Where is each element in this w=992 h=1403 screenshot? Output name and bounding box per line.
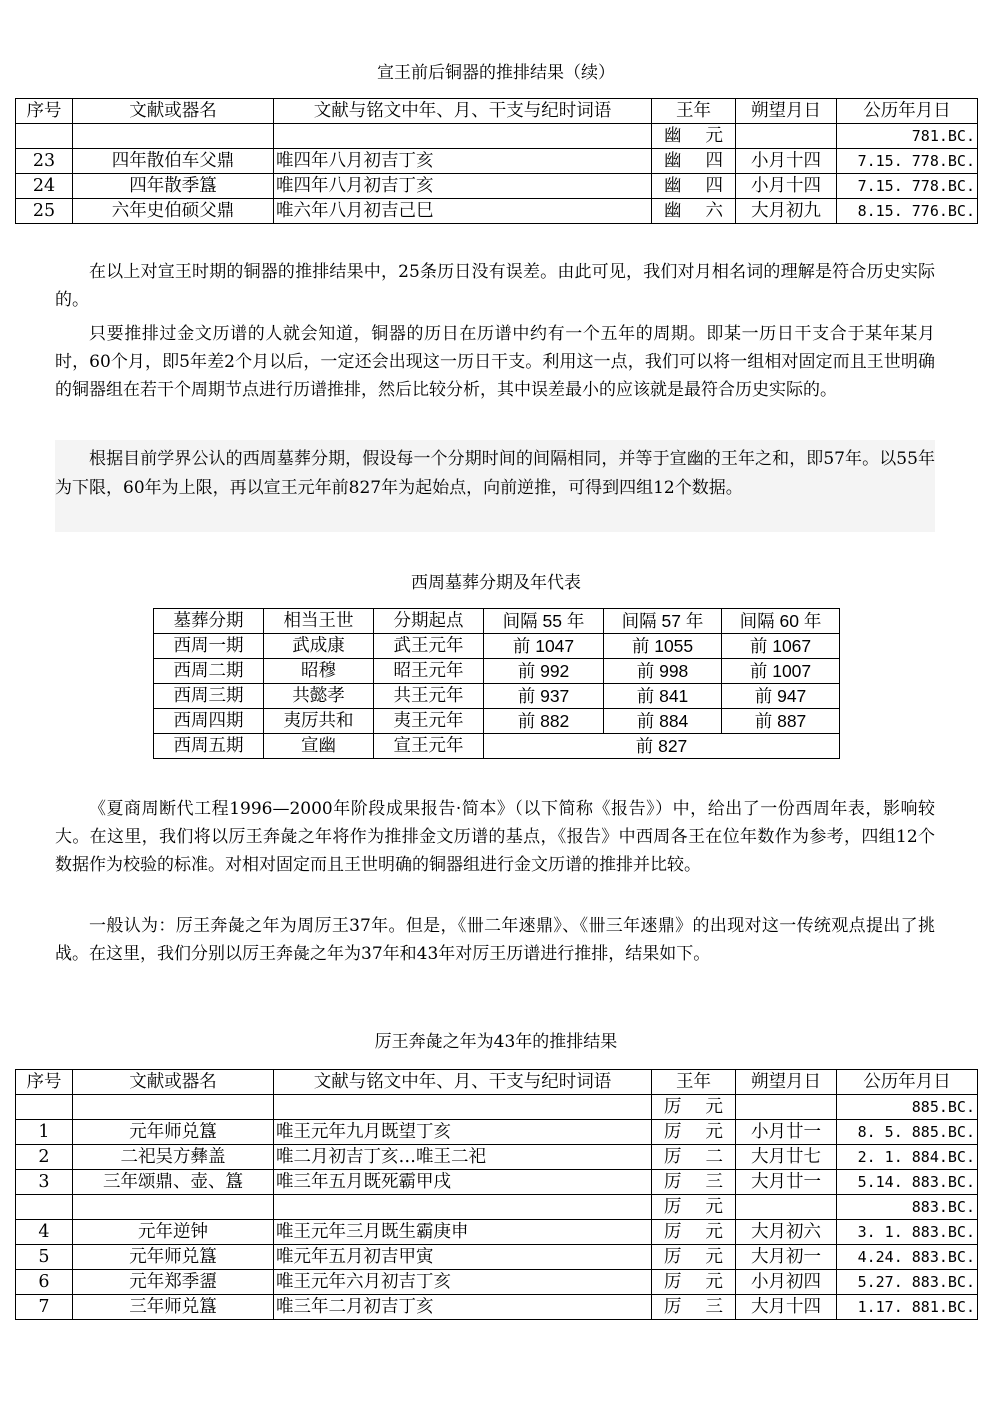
cell-vessel: 元年逆钟	[73, 1220, 274, 1245]
table-row	[16, 124, 978, 149]
cell-king-year: 厉 三	[652, 1295, 736, 1320]
header-index: 序号	[16, 1070, 73, 1095]
cell-start: 昭王元年	[374, 659, 484, 684]
cell-inscription: 唯四年八月初吉丁亥	[274, 149, 652, 174]
table-row	[154, 709, 840, 734]
cell-interval-57: 前 998	[604, 659, 722, 684]
cell-interval-57: 前 1055	[604, 634, 722, 659]
header-date: 公历年月日	[837, 1070, 978, 1095]
cell-king-year: 厉 元	[652, 1220, 736, 1245]
cell-vessel: 元年郑季盨	[73, 1270, 274, 1295]
cell-index: 25	[16, 199, 73, 224]
table-row	[16, 1095, 978, 1120]
cell-index	[16, 1095, 73, 1120]
cell-period: 西周三期	[154, 684, 264, 709]
table-row	[16, 1245, 978, 1270]
cell-index	[16, 1195, 73, 1220]
cell-vessel: 四年散季簋	[73, 174, 274, 199]
cell-vessel: 四年散伯车父鼎	[73, 149, 274, 174]
cell-king-year: 厉 元	[652, 1195, 736, 1220]
paragraph-5: 一般认为：厉王奔彘之年为周厉王37年。但是，《卌二年逨鼎》、《卌三年逨鼎》的出现对这一传统观点提出了挑战。在这里，我们分别以厉王奔彘之年为37年和43年对厉王历谱进行推排，结果如下。	[55, 916, 935, 964]
table-row	[16, 199, 978, 224]
cell-date: 4.24. 883.BC.	[837, 1245, 978, 1270]
cell-index: 24	[16, 174, 73, 199]
cell-vessel: 三年颂鼎、壶、簋	[73, 1170, 274, 1195]
table3-title: 厉王奔彘之年为43年的推排结果	[374, 1032, 618, 1052]
cell-inscription: 唯三年二月初吉丁亥	[274, 1295, 652, 1320]
cell-lunar-day: 小月十四	[736, 174, 837, 199]
cell-interval-60: 前 947	[722, 684, 840, 709]
cell-interval-57: 前 841	[604, 684, 722, 709]
cell-inscription: 唯六年八月初吉己巳	[274, 199, 652, 224]
table-row	[16, 1270, 978, 1295]
cell-inscription: 唯四年八月初吉丁亥	[274, 174, 652, 199]
cell-vessel: 元年师兑簋	[73, 1245, 274, 1270]
cell-king-year: 幽 六	[652, 199, 736, 224]
cell-inscription	[274, 124, 652, 149]
cell-lunar-day: 大月十四	[736, 1295, 837, 1320]
paragraph-2: 只要推排过金文历谱的人就会知道，铜器的历日在历谱中约有一个五年的周期。即某一历日干支合于某年某月时，60个月，即5年差2个月以后，一定还会出现这一历日干支。利用这一点，我们可以将一组相对固定而且王世明确的铜器组在若干个周期节点进行历谱推排，然后比较分析，其中误差最小的应该就是最符合历史实际的。	[55, 324, 935, 400]
cell-king-year: 幽 四	[652, 149, 736, 174]
cell-lunar-day: 小月廿一	[736, 1120, 837, 1145]
cell-period: 西周五期	[154, 734, 264, 759]
cell-reign: 宣幽	[264, 734, 374, 759]
cell-vessel	[73, 124, 274, 149]
cell-interval-55: 前 882	[484, 709, 604, 734]
cell-vessel	[73, 1195, 274, 1220]
table-row	[16, 1295, 978, 1320]
cell-index: 4	[16, 1220, 73, 1245]
cell-interval-60: 前 1007	[722, 659, 840, 684]
cell-interval-60: 前 887	[722, 709, 840, 734]
header-vessel: 文献或器名	[73, 1070, 274, 1095]
table-row	[154, 659, 840, 684]
cell-king-year: 厉 元	[652, 1095, 736, 1120]
cell-inscription: 唯元年五月初吉甲寅	[274, 1245, 652, 1270]
cell-lunar-day: 大月初九	[736, 199, 837, 224]
cell-interval-55: 前 937	[484, 684, 604, 709]
header-inscription: 文献与铭文中年、月、干支与纪时词语	[274, 99, 652, 124]
cell-reign: 武成康	[264, 634, 374, 659]
cell-king-year: 幽 元	[652, 124, 736, 149]
cell-interval-57: 前 884	[604, 709, 722, 734]
cell-date: 2. 1. 884.BC.	[837, 1145, 978, 1170]
paragraph-3: 根据目前学界公认的西周墓葬分期，假设每一个分期时间的间隔相同，并等于宣幽的王年之和，即57年。以55年为下限，60年为上限，再以宣王元年前827年为起始点，向前逆推，可得到四组12个数据。	[55, 449, 935, 498]
cell-reign: 昭穆	[264, 659, 374, 684]
table2-title: 西周墓葬分期及年代表	[411, 573, 581, 593]
header-interval-57: 间隔 57 年	[604, 609, 722, 634]
cell-start: 共王元年	[374, 684, 484, 709]
cell-vessel: 元年师兑簋	[73, 1120, 274, 1145]
cell-king-year: 幽 四	[652, 174, 736, 199]
cell-start: 宣王元年	[374, 734, 484, 759]
table1-header-row	[16, 99, 978, 124]
cell-lunar-day: 大月初六	[736, 1220, 837, 1245]
cell-lunar-day: 大月廿七	[736, 1145, 837, 1170]
cell-index	[16, 124, 73, 149]
cell-index: 1	[16, 1120, 73, 1145]
table-row	[16, 1145, 978, 1170]
header-index: 序号	[16, 99, 73, 124]
cell-inscription: 唯二月初吉丁亥…唯王二祀	[274, 1145, 652, 1170]
table-row	[16, 149, 978, 174]
cell-index: 7	[16, 1295, 73, 1320]
cell-date: 3. 1. 883.BC.	[837, 1220, 978, 1245]
cell-inscription	[274, 1095, 652, 1120]
paragraph-1: 在以上对宣王时期的铜器的推排结果中，25条历日没有误差。由此可见，我们对月相名词的理解是符合历史实际的。	[55, 262, 935, 310]
header-reign: 相当王世	[264, 609, 374, 634]
cell-date: 8. 5. 885.BC.	[837, 1120, 978, 1145]
cell-king-year: 厉 元	[652, 1270, 736, 1295]
cell-period: 西周一期	[154, 634, 264, 659]
cell-index: 6	[16, 1270, 73, 1295]
cell-period: 西周二期	[154, 659, 264, 684]
cell-lunar-day	[736, 1195, 837, 1220]
cell-vessel: 三年师兑簋	[73, 1295, 274, 1320]
cell-vessel: 二祀吴方彝盖	[73, 1145, 274, 1170]
header-king-year: 王年	[652, 1070, 736, 1095]
cell-lunar-day	[736, 1095, 837, 1120]
cell-lunar-day: 大月廿一	[736, 1170, 837, 1195]
cell-start: 夷王元年	[374, 709, 484, 734]
table-row	[16, 1120, 978, 1145]
cell-king-year: 厉 二	[652, 1145, 736, 1170]
cell-vessel: 六年史伯硕父鼎	[73, 199, 274, 224]
cell-lunar-day	[736, 124, 837, 149]
header-inscription: 文献与铭文中年、月、干支与纪时词语	[274, 1070, 652, 1095]
cell-inscription: 唯王元年六月初吉丁亥	[274, 1270, 652, 1295]
cell-date: 885.BC.	[837, 1095, 978, 1120]
header-lunar-day: 朔望月日	[736, 1070, 837, 1095]
header-king-year: 王年	[652, 99, 736, 124]
cell-date: 781.BC.	[837, 124, 978, 149]
cell-interval-60: 前 1067	[722, 634, 840, 659]
cell-king-year: 厉 三	[652, 1170, 736, 1195]
table1	[15, 98, 978, 224]
cell-lunar-day: 大月初一	[736, 1245, 837, 1270]
cell-interval-55: 前 1047	[484, 634, 604, 659]
cell-index: 23	[16, 149, 73, 174]
cell-date: 1.17. 881.BC.	[837, 1295, 978, 1320]
cell-lunar-day: 小月初四	[736, 1270, 837, 1295]
header-burial-period: 墓葬分期	[154, 609, 264, 634]
table-row	[16, 1220, 978, 1245]
table1-title: 宣王前后铜器的推排结果（续）	[377, 63, 615, 83]
cell-date: 5.14. 883.BC.	[837, 1170, 978, 1195]
cell-vessel	[73, 1095, 274, 1120]
cell-interval-merged: 前 827	[484, 734, 840, 759]
cell-date: 7.15. 778.BC.	[837, 149, 978, 174]
cell-index: 2	[16, 1145, 73, 1170]
cell-start: 武王元年	[374, 634, 484, 659]
cell-reign: 共懿孝	[264, 684, 374, 709]
table-row	[154, 684, 840, 709]
table2	[153, 608, 840, 759]
cell-lunar-day: 小月十四	[736, 149, 837, 174]
cell-date: 883.BC.	[837, 1195, 978, 1220]
header-interval-60: 间隔 60 年	[722, 609, 840, 634]
table-row	[154, 634, 840, 659]
table-row	[154, 734, 840, 759]
table3-header-row	[16, 1070, 978, 1095]
cell-king-year: 厉 元	[652, 1245, 736, 1270]
cell-inscription: 唯三年五月既死霸甲戌	[274, 1170, 652, 1195]
cell-date: 7.15. 778.BC.	[837, 174, 978, 199]
cell-reign: 夷厉共和	[264, 709, 374, 734]
cell-date: 8.15. 776.BC.	[837, 199, 978, 224]
cell-index: 3	[16, 1170, 73, 1195]
cell-period: 西周四期	[154, 709, 264, 734]
cell-king-year: 厉 元	[652, 1120, 736, 1145]
cell-inscription	[274, 1195, 652, 1220]
table2-header-row	[154, 609, 840, 634]
cell-inscription: 唯王元年九月既望丁亥	[274, 1120, 652, 1145]
cell-index: 5	[16, 1245, 73, 1270]
header-interval-55: 间隔 55 年	[484, 609, 604, 634]
header-lunar-day: 朔望月日	[736, 99, 837, 124]
header-vessel: 文献或器名	[73, 99, 274, 124]
header-start: 分期起点	[374, 609, 484, 634]
paragraph-4: 《夏商周断代工程1996—2000年阶段成果报告·简本》（以下简称《报告》）中，给出了一份西周年表，影响较大。在这里，我们将以厉王奔彘之年将作为推排金文历谱的基点，《报告》中西周各王在位年数作为参考，四组12个数据作为校验的标准。对相对固定而且王世明确的铜器组进行金文历谱的推排并比较。	[55, 799, 935, 875]
table-row	[16, 1170, 978, 1195]
cell-date: 5.27. 883.BC.	[837, 1270, 978, 1295]
header-date: 公历年月日	[837, 99, 978, 124]
cell-interval-55: 前 992	[484, 659, 604, 684]
table-row	[16, 1195, 978, 1220]
table3	[15, 1069, 978, 1320]
cell-inscription: 唯王元年三月既生霸庚申	[274, 1220, 652, 1245]
table-row	[16, 174, 978, 199]
